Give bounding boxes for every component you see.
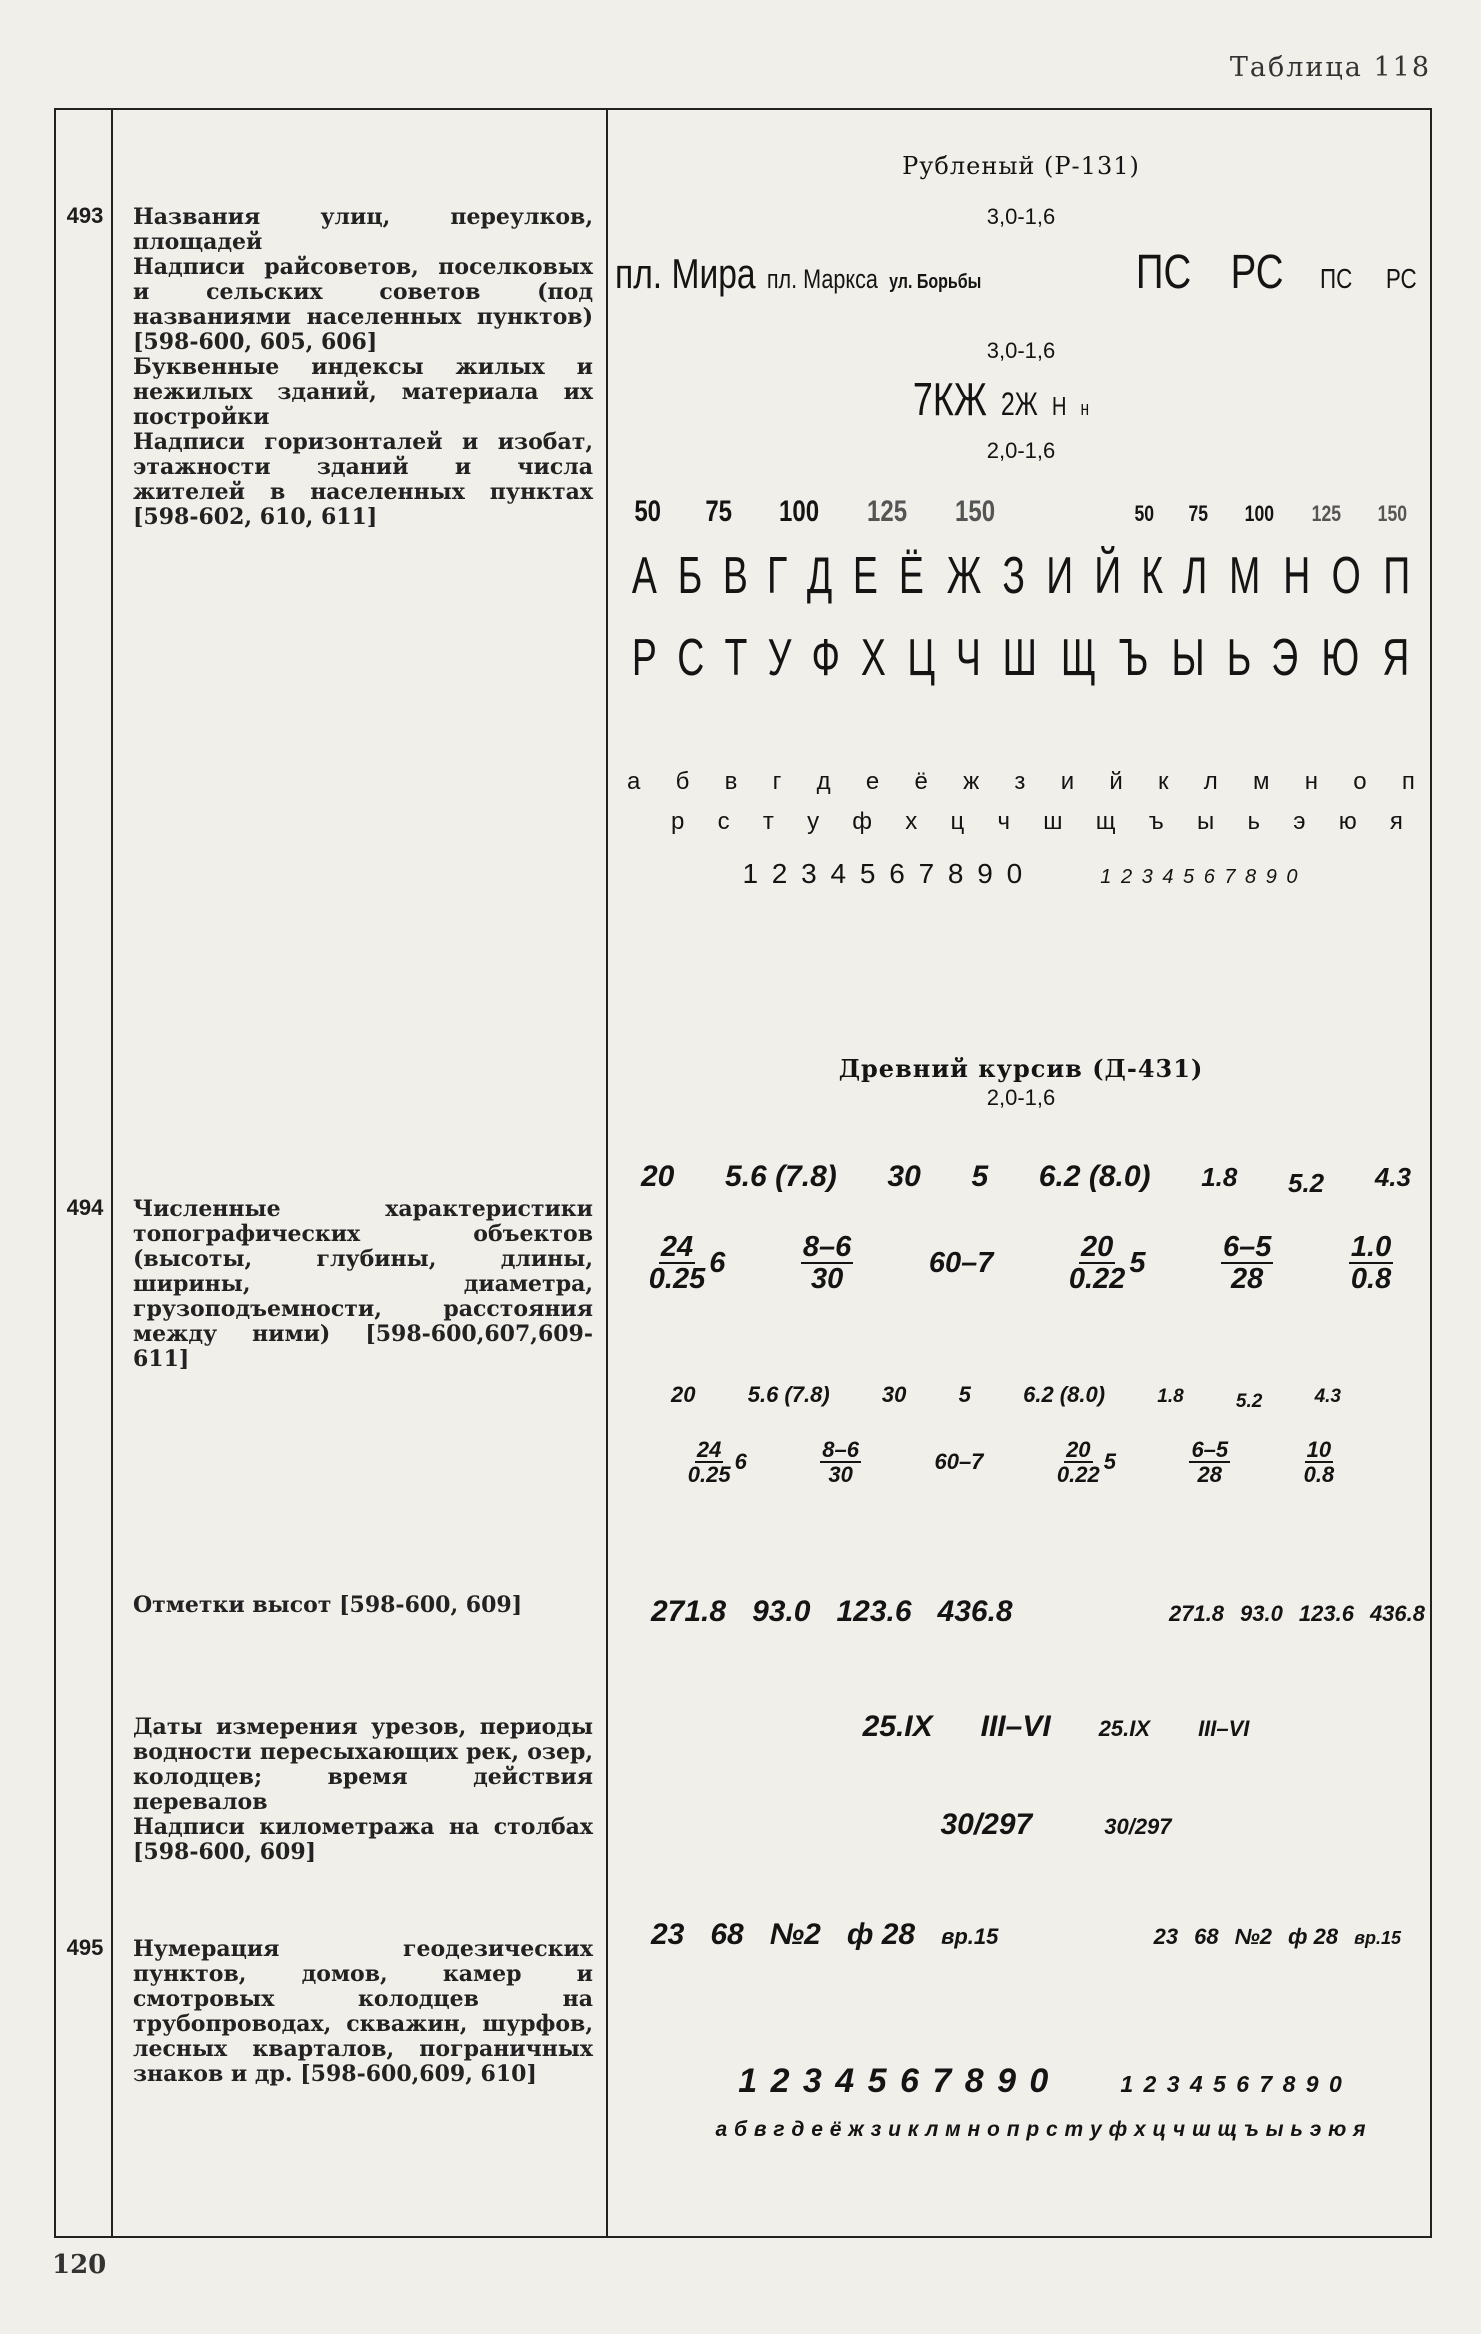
fraction-denominator: 28 <box>1197 1462 1223 1488</box>
height-value: 123.6 <box>1298 1601 1354 1626</box>
alphabet-letter: О <box>1331 547 1361 605</box>
height-mark-samples <box>611 1595 1431 1629</box>
numbering-value: №2 <box>769 1918 821 1951</box>
digit-samples-kursiv <box>611 2062 1431 2101</box>
alphabet-letter: Т <box>724 629 748 687</box>
column-divider-description <box>606 110 608 2236</box>
fraction-denominator: 28 <box>1231 1263 1264 1296</box>
sample-text: пл. Маркса <box>766 264 878 294</box>
numbering-value: №2 <box>1234 1924 1273 1949</box>
alphabet-letter: А <box>631 547 657 605</box>
alphabet-letter: ш <box>1043 808 1063 835</box>
alphabet-letter: а <box>627 768 641 795</box>
alphabet-letter: П <box>1382 547 1410 605</box>
fraction-denominator: 0.22 <box>1068 1263 1126 1296</box>
font-caption-rubleny: Рубленый (Р-131) <box>902 152 1140 180</box>
description-line: Названия улиц, переулков, площадей <box>133 204 593 255</box>
contour-number: 50 <box>634 495 662 528</box>
height-value: 93.0 <box>752 1595 811 1628</box>
contour-number: 125 <box>866 495 907 528</box>
alphabet-letter: Б <box>677 547 702 605</box>
numeric-value: 30 <box>881 1382 907 1407</box>
alphabet-letter: З <box>1002 547 1026 605</box>
fraction-numerator: 1.0 <box>1350 1231 1392 1263</box>
numeric-value: 1.8 <box>1157 1386 1184 1407</box>
digits-small: 1 2 3 4 5 6 7 8 9 0 <box>1100 866 1300 888</box>
numbering-samples <box>611 1918 1431 1952</box>
alphabet-letter: Ц <box>906 629 935 687</box>
alphabet-text: а б в г д е ё ж з и к л м н о п р с т у ф х ц ч ш щ ъ ы ь э ю я <box>715 2118 1367 2141</box>
font-caption-kursiv <box>611 1054 1431 1083</box>
alphabet-letter: б <box>675 768 690 795</box>
numbering-value: 68 <box>1194 1924 1219 1949</box>
alphabet-letter: Н <box>1282 547 1311 605</box>
numeric-value: 20 <box>641 1160 675 1193</box>
alphabet-letter: у <box>807 808 820 835</box>
fraction-sample <box>1304 1438 1335 1486</box>
alphabet-letter: о <box>1353 768 1367 795</box>
alphabet-letter: п <box>1401 768 1415 795</box>
table-frame <box>54 108 1432 2238</box>
size-range: 2,0-1,6 <box>986 1085 1056 1110</box>
sample-text: ПС <box>1135 246 1191 299</box>
digits-large: 1 2 3 4 5 6 7 8 9 0 <box>742 858 1026 889</box>
date-value: III–VI <box>980 1710 1051 1743</box>
fraction-denominator: 0.25 <box>687 1462 731 1488</box>
fraction-denominator: 0.22 <box>1056 1462 1100 1488</box>
numeric-value: 5.6 (7.8) <box>747 1382 830 1407</box>
lowercase-alphabet-row <box>611 768 1431 796</box>
alphabet-letter: д <box>816 768 831 795</box>
fraction-sample <box>688 1438 747 1486</box>
alphabet-letter: х <box>905 808 918 835</box>
fraction-sample <box>649 1232 726 1295</box>
fraction-samples-large <box>611 1232 1431 1295</box>
kilometer-samples <box>611 1808 1431 1842</box>
description-line: Отметки высот [598-600, 609] <box>133 1592 523 1618</box>
numeric-value: 20 <box>671 1382 696 1407</box>
alphabet-letter: н <box>1304 768 1319 795</box>
description-line: Даты измерения урезов, периоды водности пересыхающих рек, озер, колодцев; время действия перевалов <box>133 1714 593 1815</box>
size-range: 3,0-1,6 <box>986 338 1056 363</box>
row-description <box>133 1937 593 2087</box>
alphabet-letter: Е <box>853 547 879 605</box>
alphabet-letter: ы <box>1196 808 1215 835</box>
alphabet-letter: Ы <box>1171 629 1205 687</box>
row-number: 493 <box>66 203 104 228</box>
sample-text: 2Ж <box>1000 386 1038 422</box>
lowercase-alphabet-row <box>611 808 1431 836</box>
height-value: 271.8 <box>1168 1601 1225 1626</box>
fraction-numerator: 6–5 <box>1191 1437 1229 1462</box>
alphabet-letter: Ч <box>955 629 981 687</box>
contour-number: 150 <box>954 495 995 528</box>
description-line: Надписи райсоветов, поселковых и сельских советов (под названиями населенных пунктов) [598-600, 605, 606] <box>133 254 593 355</box>
contour-number: 150 <box>1377 501 1408 526</box>
fraction-numerator: 20 <box>1080 1231 1114 1263</box>
sample-text: н <box>1080 398 1090 420</box>
alphabet-letter: Ю <box>1321 629 1360 687</box>
fraction-sample <box>820 1438 861 1486</box>
digits-small: 1 2 3 4 5 6 7 8 9 0 <box>1120 2071 1344 2097</box>
height-value: 271.8 <box>651 1595 727 1628</box>
fraction-plain: 60–7 <box>928 1246 994 1279</box>
sample-text: Н <box>1051 391 1067 421</box>
alphabet-letter: э <box>1293 808 1306 835</box>
fraction-sample <box>1349 1232 1393 1295</box>
row-number: 494 <box>66 1195 104 1220</box>
alphabet-letter: ь <box>1247 808 1260 835</box>
fraction-numerator: 20 <box>1066 1437 1091 1462</box>
alphabet-letter: У <box>767 629 792 687</box>
height-value: 436.8 <box>937 1595 1013 1628</box>
lowercase-kursiv-alphabet <box>611 2118 1431 2142</box>
numbering-value: ф 28 <box>1288 1924 1339 1949</box>
alphabet-letter: й <box>1109 768 1123 795</box>
numeric-value: 30 <box>887 1160 921 1193</box>
fraction-sample <box>1221 1232 1273 1295</box>
date-value: III–VI <box>1198 1716 1250 1741</box>
alphabet-letter: з <box>1014 768 1026 795</box>
fraction-sample <box>801 1232 853 1295</box>
alphabet-letter: г <box>772 768 782 795</box>
alphabet-letter: ю <box>1338 808 1357 835</box>
alphabet-letter: р <box>671 808 685 835</box>
fraction-numerator: 8–6 <box>802 1231 852 1263</box>
fraction-sample <box>1069 1232 1146 1295</box>
alphabet-letter: Л <box>1183 547 1208 605</box>
fraction-suffix: 6 <box>734 1449 747 1475</box>
alphabet-letter: ф <box>852 808 873 835</box>
alphabet-letter: щ <box>1095 808 1116 835</box>
alphabet-letter: с <box>717 808 730 835</box>
alphabet-letter: Ж <box>946 547 981 605</box>
alphabet-letter: М <box>1229 547 1261 605</box>
fraction-denominator: 30 <box>810 1263 844 1296</box>
numeric-value: 5 <box>971 1160 989 1193</box>
numbering-value: 23 <box>651 1918 685 1951</box>
column-divider-number <box>111 110 113 2236</box>
size-range: 2,0-1,6 <box>986 438 1056 463</box>
fraction-sample <box>934 1449 983 1475</box>
contour-number-samples <box>611 495 1431 529</box>
numeric-samples-large <box>611 1160 1431 1198</box>
fraction-plain: 60–7 <box>934 1449 984 1475</box>
numbering-value: 68 <box>710 1918 744 1951</box>
alphabet-letter: л <box>1203 768 1218 795</box>
fraction-sample <box>1057 1438 1116 1486</box>
description-line: Буквенные индексы жилых и нежилых зданий, материала их постройки <box>133 354 593 430</box>
fraction-suffix: 6 <box>709 1246 726 1279</box>
alphabet-letter: я <box>1389 808 1403 835</box>
fraction-suffix: 5 <box>1103 1449 1116 1475</box>
alphabet-letter: К <box>1141 547 1164 605</box>
fraction-samples-small <box>611 1438 1431 1486</box>
digits-large: 1 2 3 4 5 6 7 8 9 0 <box>738 2062 1051 2100</box>
row-description <box>133 1715 593 1865</box>
description-line: Надписи километража на столбах [598-600, 609] <box>133 1814 593 1865</box>
fraction-sample <box>1189 1438 1230 1486</box>
numeric-value: 6.2 (8.0) <box>1023 1382 1106 1407</box>
date-value: 25.IX <box>862 1710 933 1743</box>
uppercase-alphabet-row <box>611 628 1431 698</box>
date-value: 25.IX <box>1098 1716 1151 1741</box>
alphabet-letter: И <box>1045 547 1073 605</box>
alphabet-letter: В <box>722 547 748 605</box>
numeric-value: 5.2 <box>1288 1168 1325 1198</box>
kilometer-value: 30/297 <box>940 1808 1033 1841</box>
uppercase-alphabet-row <box>611 546 1431 616</box>
numbering-value: 23 <box>1153 1924 1179 1949</box>
contour-number: 100 <box>778 495 819 528</box>
caption-text: Древний курсив (Д-431) <box>838 1054 1204 1083</box>
alphabet-letter: Ь <box>1226 629 1251 687</box>
alphabet-letter: ч <box>997 808 1011 835</box>
description-line: Численные характеристики топографических объектов (высоты, глубины, длины, ширины, диаметра, грузоподъемности, расстояния между ними) [598-600,607,609-611] <box>133 1196 593 1372</box>
contour-number: 100 <box>1244 501 1274 526</box>
alphabet-letter: Ё <box>898 547 924 605</box>
contour-number: 50 <box>1134 501 1154 526</box>
alphabet-letter: Р <box>631 629 657 687</box>
numbering-value: вр.15 <box>941 1924 999 1949</box>
row-description <box>133 1593 593 1618</box>
row-number: 495 <box>66 1935 104 1960</box>
alphabet-letter: м <box>1253 768 1270 795</box>
numbering-value: вр.15 <box>1354 1928 1401 1948</box>
alphabet-letter: Э <box>1271 629 1299 687</box>
numeric-value: 4.3 <box>1314 1386 1341 1407</box>
numeric-value: 5 <box>958 1382 971 1407</box>
digit-samples-rubleny <box>611 858 1431 890</box>
fraction-numerator: 10 <box>1306 1437 1332 1462</box>
alphabet-letter: Ш <box>1002 629 1037 687</box>
alphabet-letter: т <box>762 808 774 835</box>
sample-text: ПС <box>1320 263 1353 294</box>
alphabet-letter: Щ <box>1060 629 1096 687</box>
sample-text: пл. Мира <box>615 250 756 297</box>
alphabet-letter: Д <box>807 547 833 605</box>
row-description <box>133 1197 593 1372</box>
numeric-samples-small <box>611 1382 1431 1412</box>
fraction-numerator: 24 <box>660 1231 694 1263</box>
fraction-denominator: 0.8 <box>1350 1263 1392 1296</box>
contour-number: 125 <box>1311 501 1341 526</box>
numeric-value: 5.6 (7.8) <box>725 1160 837 1193</box>
contour-number: 75 <box>705 495 733 528</box>
alphabet-letter: ъ <box>1148 808 1164 835</box>
alphabet-letter: ц <box>950 808 965 835</box>
numeric-value: 6.2 (8.0) <box>1038 1160 1151 1193</box>
sample-text: РС <box>1386 263 1418 294</box>
fraction-suffix: 5 <box>1129 1246 1146 1279</box>
height-value: 123.6 <box>836 1595 912 1628</box>
numeric-value: 1.8 <box>1201 1162 1238 1192</box>
height-value: 93.0 <box>1240 1601 1283 1626</box>
sample-text: РС <box>1230 246 1284 299</box>
alphabet-letter: к <box>1158 768 1169 795</box>
size-range: 3,0-1,6 <box>986 204 1056 229</box>
numbering-value: ф 28 <box>846 1918 916 1951</box>
page-number: 120 <box>52 2250 107 2280</box>
sample-text: ул. Борьбы <box>889 271 982 293</box>
street-name-samples <box>611 245 1431 305</box>
alphabet-letter: Х <box>861 629 887 687</box>
alphabet-letter: ж <box>963 768 980 795</box>
alphabet-letter: ё <box>914 768 928 795</box>
description-line: Нумерация геодезических пунктов, домов, камер и смотровых колодцев на трубопроводах, скважин, шурфов, лесных кварталов, пограничных знаков и др. [598-600,609, 610] <box>133 1936 593 2087</box>
alphabet-letter: и <box>1060 768 1075 795</box>
fraction-numerator: 6–5 <box>1222 1231 1272 1263</box>
fraction-denominator: 30 <box>828 1462 853 1488</box>
alphabet-letter: Й <box>1094 547 1122 605</box>
date-samples <box>611 1710 1431 1744</box>
kilometer-value: 30/297 <box>1104 1814 1172 1839</box>
alphabet-letter: Я <box>1382 629 1410 687</box>
sample-text: 7КЖ <box>912 373 987 425</box>
fraction-numerator: 24 <box>696 1437 722 1462</box>
row-description <box>133 205 593 530</box>
alphabet-letter: е <box>865 768 880 795</box>
fraction-numerator: 8–6 <box>822 1437 859 1462</box>
numeric-value: 4.3 <box>1374 1162 1411 1192</box>
description-line: Надписи горизонталей и изобат, этажности зданий и числа жителей в населенных пунктах [598-602, 610, 611] <box>133 429 593 530</box>
numeric-value: 5.2 <box>1235 1391 1263 1412</box>
alphabet-letter: Г <box>767 547 788 605</box>
fraction-denominator: 0.25 <box>648 1263 706 1296</box>
contour-number: 75 <box>1188 501 1209 526</box>
fraction-sample <box>929 1247 994 1280</box>
index-samples <box>611 372 1431 426</box>
alphabet-letter: Ъ <box>1119 629 1149 687</box>
alphabet-letter: Ф <box>811 629 841 687</box>
height-value: 436.8 <box>1369 1601 1425 1626</box>
table-title: Таблица 118 <box>1229 52 1431 83</box>
fraction-denominator: 0.8 <box>1303 1462 1335 1488</box>
alphabet-letter: С <box>677 629 705 687</box>
alphabet-letter: в <box>724 768 738 795</box>
